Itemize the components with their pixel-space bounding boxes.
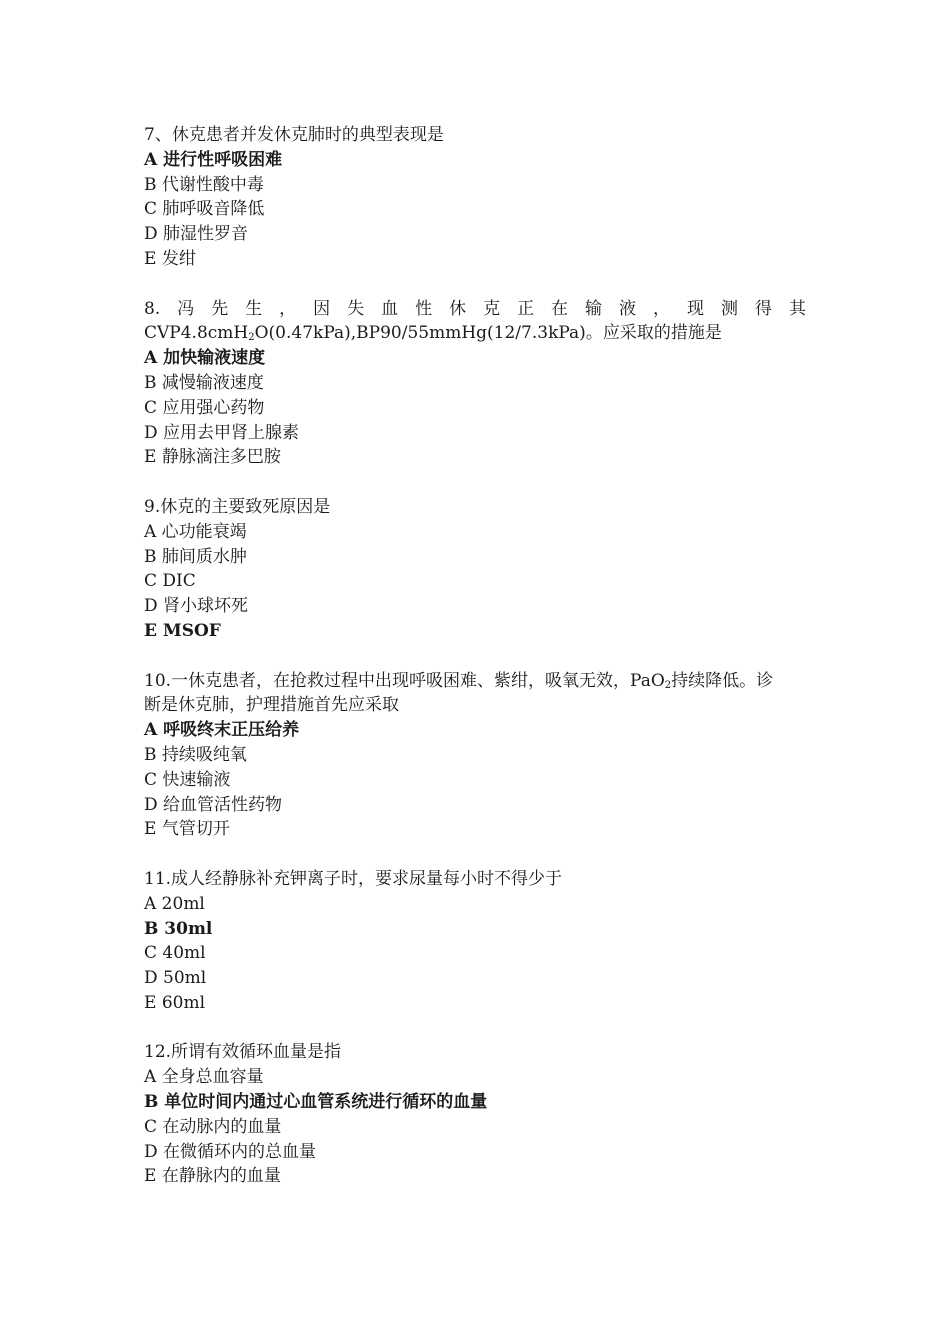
stem-char: 正 [517,298,535,319]
option-c: C 在动脉内的血量 [144,1116,282,1137]
stem-text: 10.一休克患者，在抢救过程中出现呼吸困难、紫绀，吸氧无效，PaO [144,670,665,691]
option-d: D 肾小球坏死 [144,596,249,617]
stem-char: 因 [313,298,331,319]
stem-char: 输 [585,298,603,319]
option-e: E 发绀 [144,248,196,269]
subscript: 2 [664,679,672,691]
question-stem: 7、休克患者并发休克肺时的典型表现是 [144,125,444,145]
stem-char: 得 [754,298,772,319]
stem-char: 失 [347,298,365,319]
question-stem: 9.休克的主要致死原因是 [144,496,331,517]
question-8 [144,297,806,471]
option-b: B 肺间质水肿 [144,546,247,567]
option-b: B 减慢输液速度 [144,372,264,393]
stem-char: 克 [483,298,501,319]
option-b-answer: B 30ml [144,918,213,939]
stem-char: 液 [619,298,637,319]
option-b: B 持续吸纯氧 [144,744,247,765]
stem-char: ， [279,298,297,319]
option-d: D 肺湿性罗音 [144,224,249,245]
stem-char: 8. [144,298,161,319]
option-a: A 全身总血容量 [144,1067,264,1088]
option-a-answer: A 呼吸终末正压给养 [144,720,300,741]
option-e: E 静脉滴注多巴胺 [144,447,281,468]
question-stem-line-1 [144,669,806,694]
stem-char: 现 [686,298,704,319]
question-stem-line-1 [144,297,806,322]
subscript: 2 [248,332,255,344]
option-e: E 在静脉内的血量 [144,1166,281,1187]
option-c: C DIC [144,571,196,592]
option-d: D 50ml [144,968,207,989]
option-d: D 在微循环内的总血量 [144,1141,317,1162]
question-11 [144,867,806,1016]
question-7 [144,123,806,272]
question-stem: 12.所谓有效循环血量是指 [144,1042,342,1063]
option-d: D 给血管活性药物 [144,794,283,815]
option-c: C 快速输液 [144,769,231,790]
option-e-answer: E MSOF [144,620,221,641]
stem-char: ， [653,298,670,319]
question-stem: 11.成人经静脉补充钾离子时，要求尿量每小时不得少于 [144,868,563,889]
stem-char: 休 [449,298,467,319]
stem-char: 性 [415,298,433,319]
stem-text: O(0.47kPa),BP90/55mmHg(12/7.3kPa)。应采取的措施是 [254,323,722,344]
stem-char: 在 [551,298,569,319]
question-stem-line-2 [144,321,806,346]
stem-char: 生 [245,298,263,319]
question-12 [144,1040,806,1189]
option-b: B 代谢性酸中毒 [144,174,264,195]
option-e: E 60ml [144,992,206,1013]
stem-char: 先 [211,298,229,319]
stem-char: 冯 [177,298,195,319]
option-c: C 应用强心药物 [144,397,265,418]
option-e: E 气管切开 [144,819,230,840]
option-b-answer: B 单位时间内通过心血管系统进行循环的血量 [144,1092,488,1113]
stem-text: CVP4.8cmH [144,323,249,344]
question-stem-line-2: 断是休克肺，护理措施首先应采取 [144,695,399,716]
option-c: C 40ml [144,943,206,964]
question-9 [144,495,806,644]
option-d: D 应用去甲肾上腺素 [144,422,300,443]
document-page [144,123,806,1214]
option-a-answer: A 加快输液速度 [144,348,266,369]
stem-text: 持续降低。诊 [671,670,774,691]
option-a-answer: A 进行性呼吸困难 [144,149,283,170]
stem-char: 其 [788,298,806,319]
option-a: A 心功能衰竭 [144,521,247,542]
question-10 [144,669,806,843]
option-c: C 肺呼吸音降低 [144,199,265,220]
option-a: A 20ml [144,893,205,914]
stem-char: 血 [381,298,399,319]
stem-char: 测 [720,298,738,319]
